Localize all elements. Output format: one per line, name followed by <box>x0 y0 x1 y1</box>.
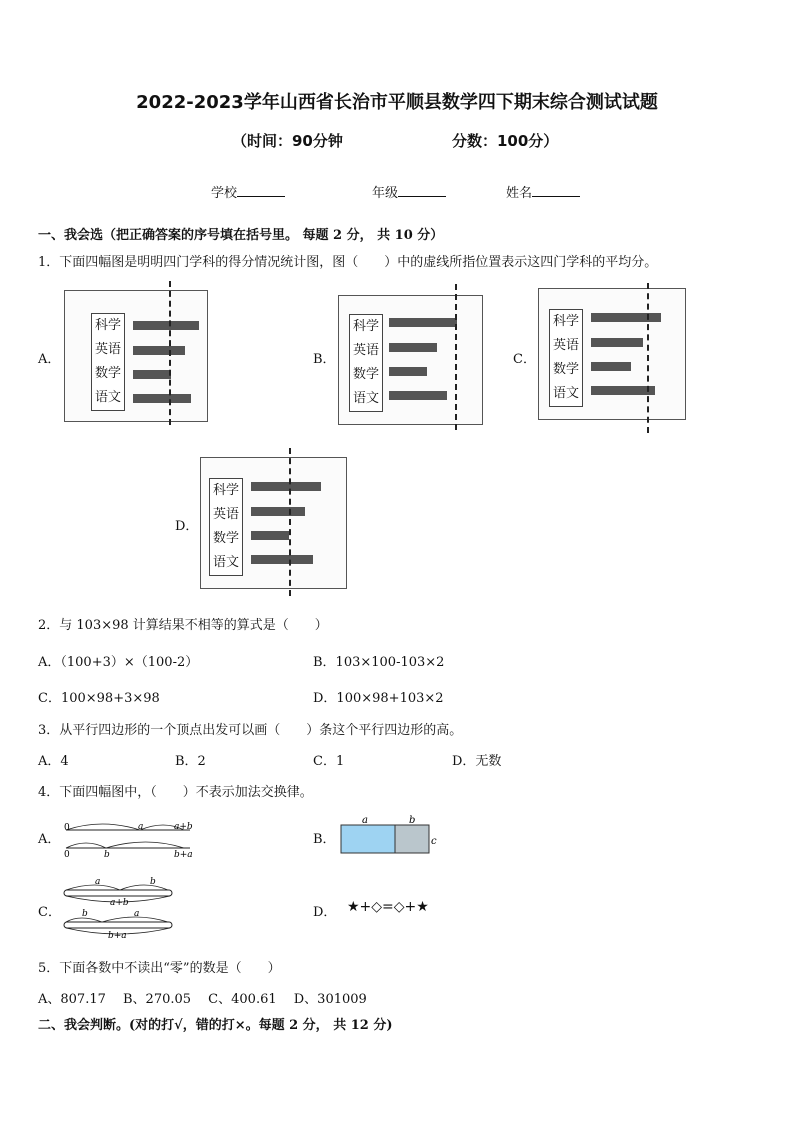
school-blank[interactable] <box>237 184 285 197</box>
section-2-heading: 二、我会判断。(对的打√，错的打×。每题 2 分， 共 12 分) <box>38 1018 393 1033</box>
bar-science <box>389 318 457 327</box>
q1-chart-a[interactable] <box>64 290 208 422</box>
q4-option-d-formula[interactable]: ★+◇=◇+★ <box>347 899 429 915</box>
subject-chinese: 语文 <box>352 391 379 406</box>
q1-option-a-label: A． <box>38 352 61 367</box>
question-4-text: 4．下面四幅图中，（ ）不表示加法交换律。 <box>38 785 313 800</box>
bar-science <box>591 313 661 322</box>
q2-option-d[interactable]: D．100×98+103×2 <box>313 691 444 706</box>
subject-list <box>209 478 243 576</box>
bar-math <box>389 367 427 376</box>
question-5-text: 5．下面各数中不读出“零”的数是（ ） <box>38 961 281 976</box>
average-line <box>647 283 649 433</box>
bar-math <box>591 362 631 371</box>
subject-chinese: 语文 <box>552 386 579 401</box>
label-zero: 0 <box>64 823 70 833</box>
subject-list <box>349 314 383 412</box>
label-zero: 0 <box>64 850 70 860</box>
q1-option-c-label: C． <box>513 352 536 367</box>
label-b-plus-a: b+a <box>174 850 193 860</box>
q1-chart-c[interactable] <box>538 288 686 420</box>
subject-math: 数学 <box>212 531 239 546</box>
school-field <box>211 182 285 201</box>
label-a-plus-b: a+b <box>110 898 129 908</box>
q2-option-b[interactable]: B．103×100-103×2 <box>313 655 445 670</box>
q4-option-a-label: A． <box>38 832 61 847</box>
label-b: b <box>104 850 110 860</box>
grade-blank[interactable] <box>398 184 446 197</box>
q1-option-b-label: B． <box>313 352 336 367</box>
label-a-plus-b: a+b <box>174 822 193 832</box>
bar-chinese <box>591 386 655 395</box>
q4-diagram-a[interactable] <box>60 818 200 860</box>
subject-english: 英语 <box>552 338 579 353</box>
bar-science <box>251 482 321 491</box>
school-label: 学校 <box>211 186 238 201</box>
subject-list <box>549 309 583 407</box>
bar-english <box>251 507 305 516</box>
q1-option-d-label: D． <box>175 519 199 534</box>
q4-diagram-c[interactable] <box>60 872 180 942</box>
label-b-plus-a: b+a <box>108 931 127 941</box>
q4-diagram-b[interactable] <box>338 814 443 858</box>
subject-math: 数学 <box>94 366 121 381</box>
subject-science: 科学 <box>352 319 379 334</box>
bar-chinese <box>133 394 191 403</box>
bar-english <box>389 343 437 352</box>
q4-option-b-label: B． <box>313 832 336 847</box>
name-field <box>506 182 580 201</box>
q3-option-a[interactable]: A．4 <box>38 754 69 769</box>
average-line <box>169 281 171 425</box>
q4-option-c-label: C． <box>38 905 61 920</box>
subject-science: 科学 <box>94 318 121 333</box>
name-blank[interactable] <box>532 184 580 197</box>
label-a: a <box>138 822 144 832</box>
subject-english: 英语 <box>212 507 239 522</box>
bar-chinese <box>251 555 313 564</box>
bar-english <box>133 346 185 355</box>
exam-score: 分数：100分） <box>452 132 559 150</box>
subject-math: 数学 <box>352 367 379 382</box>
q3-option-c[interactable]: C．1 <box>313 754 345 769</box>
q3-option-d[interactable]: D．无数 <box>452 754 502 769</box>
bar-math <box>251 531 289 540</box>
bar-science <box>133 321 199 330</box>
exam-time: （时间：90分钟 <box>232 132 343 150</box>
bar-chinese <box>389 391 447 400</box>
subject-chinese: 语文 <box>212 555 239 570</box>
label-a: a <box>134 909 140 919</box>
subject-science: 科学 <box>212 483 239 498</box>
label-b: b <box>409 815 416 826</box>
section-1-heading: 一、我会选（把正确答案的序号填在括号里。 每题 2 分， 共 10 分） <box>38 228 444 243</box>
average-line <box>289 448 291 596</box>
bar-english <box>591 338 643 347</box>
page-title: 2022-2023学年山西省长治市平顺县数学四下期末综合测试试题 <box>136 92 658 113</box>
question-2-text: 2．与 103×98 计算结果不相等的算式是（ ） <box>38 618 328 633</box>
grade-label: 年级 <box>372 186 399 201</box>
subject-english: 英语 <box>94 342 121 357</box>
bar-math <box>133 370 171 379</box>
label-b: b <box>82 909 88 919</box>
label-a: a <box>362 815 368 826</box>
q1-chart-d[interactable] <box>200 457 347 589</box>
average-line <box>455 284 457 430</box>
name-label: 姓名 <box>506 186 533 201</box>
subject-science: 科学 <box>552 314 579 329</box>
q1-chart-b[interactable] <box>338 295 483 425</box>
q2-option-c[interactable]: C．100×98+3×98 <box>38 691 160 706</box>
label-a: a <box>95 877 101 887</box>
q2-option-a[interactable]: A．（100+3）×（100-2） <box>38 655 199 670</box>
q5-options[interactable]: A、807.17 B、270.05 C、400.61 D、301009 <box>38 992 367 1007</box>
label-b: b <box>150 877 156 887</box>
subject-list <box>91 313 125 411</box>
q4-option-d-label: D． <box>313 905 337 920</box>
subject-math: 数学 <box>552 362 579 377</box>
subject-english: 英语 <box>352 343 379 358</box>
grade-field <box>372 182 446 201</box>
question-1-text: 1．下面四幅图是明明四门学科的得分情况统计图，图（ ）中的虚线所指位置表示这四门学科的平均分。 <box>38 255 658 270</box>
subject-chinese: 语文 <box>94 390 121 405</box>
question-3-text: 3．从平行四边形的一个顶点出发可以画（ ）条这个平行四边形的高。 <box>38 723 463 738</box>
q3-option-b[interactable]: B．2 <box>175 754 206 769</box>
label-c: c <box>431 836 437 847</box>
